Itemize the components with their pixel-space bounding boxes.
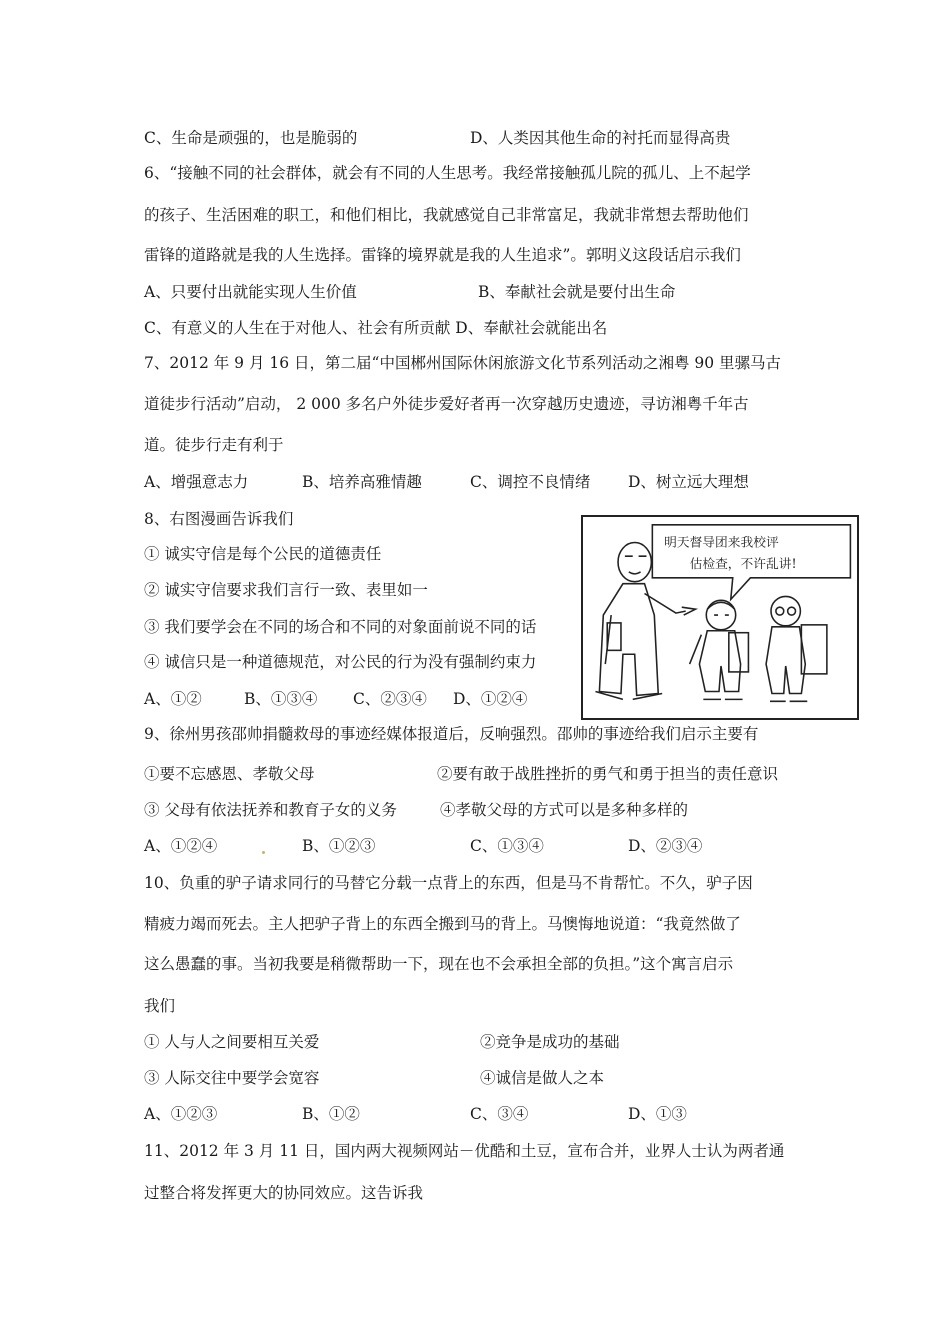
stray-mark: [262, 851, 265, 854]
q9-option-c: C、①③④: [470, 837, 544, 855]
q11-stem-line-2: 过整合将发挥更大的协同效应。这告诉我: [144, 1184, 424, 1202]
q10-statement-4: ④诚信是做人之本: [480, 1069, 605, 1087]
q10-option-d: D、①③: [628, 1105, 687, 1123]
q10-statement-1: ① 人与人之间要相互关爱: [144, 1033, 320, 1051]
q9-option-b: B、①②③: [302, 837, 376, 855]
q8-statement-3: ③ 我们要学会在不同的场合和不同的对象面前说不同的话: [144, 618, 537, 636]
q10-stem-line-3: 这么愚蠢的事。当初我要是稍微帮助一下，现在也不会承担全部的负担。”这个寓言启示: [144, 955, 734, 973]
q5-option-d: D、人类因其他生命的衬托而显得高贵: [470, 129, 731, 147]
q8-stem: 8、右图漫画告诉我们: [144, 510, 294, 528]
q7-stem-line-1: 7、2012 年 9 月 16 日，第二届“中国郴州国际休闲旅游文化节系列活动之湘粤 90 里骡马古: [144, 354, 782, 372]
q7-option-a: A、增强意志力: [144, 473, 249, 491]
q9-statement-1: ①要不忘感恩、孝敬父母: [144, 765, 315, 783]
q8-statement-1: ① 诚实守信是每个公民的道德责任: [144, 545, 382, 563]
q8-option-a: A、①②: [144, 690, 202, 708]
q8-statement-2: ② 诚实守信要求我们言行一致、表里如一: [144, 581, 428, 599]
q8-option-b: B、①③④: [244, 690, 318, 708]
q7-stem-line-3: 道。徒步行走有利于: [144, 436, 284, 454]
q7-stem-line-2: 道徒步行活动”启动， 2 000 多名户外徒步爱好者再一次穿越历史遗迹，寻访湘粤千年古: [144, 395, 749, 413]
q10-option-c: C、③④: [470, 1105, 529, 1123]
q10-stem-line-1: 10、负重的驴子请求同行的马替它分载一点背上的东西，但是马不肯帮忙。不久，驴子因: [144, 874, 753, 892]
q9-statement-2: ②要有敢于战胜挫折的勇气和勇于担当的责任意识: [437, 765, 779, 783]
q10-statement-3: ③ 人际交往中要学会宽容: [144, 1069, 320, 1087]
q7-option-d: D、树立远大理想: [628, 473, 749, 491]
q6-stem-line-3: 雷锋的道路就是我的人生选择。雷锋的境界就是我的人生追求”。郭明义这段话启示我们: [144, 246, 741, 264]
q10-option-b: B、①②: [302, 1105, 360, 1123]
q6-option-b: B、奉献社会就是要付出生命: [478, 283, 676, 301]
q9-statement-4: ④孝敬父母的方式可以是多种多样的: [440, 801, 689, 819]
q8-option-d: D、①②④: [453, 690, 528, 708]
q9-option-a: A、①②④: [144, 837, 218, 855]
q9-option-d: D、②③④: [628, 837, 703, 855]
cartoon-caption-line-1: 明天督导团来我校评: [664, 535, 779, 551]
q6-stem-line-1: 6、“接触不同的社会群体，就会有不同的人生思考。我经常接触孤儿院的孤儿、上不起学: [144, 164, 751, 182]
q7-option-c: C、调控不良情绪: [470, 473, 591, 491]
q11-stem-line-1: 11、2012 年 3 月 11 日，国内两大视频网站－优酷和土豆，宣布合并，业界人士认为两者通: [144, 1142, 785, 1160]
q7-option-b: B、培养高雅情趣: [302, 473, 422, 491]
q5-option-c: C、生命是顽强的，也是脆弱的: [144, 129, 358, 147]
q9-statement-3: ③ 父母有依法抚养和教育子女的义务: [144, 801, 397, 819]
q10-option-a: A、①②③: [144, 1105, 218, 1123]
q6-option-cd: C、有意义的人生在于对他人、社会有所贡献 D、奉献社会就能出名: [144, 319, 608, 337]
q10-stem-line-2: 精疲力竭而死去。主人把驴子背上的东西全搬到马的背上。马懊悔地说道：“我竟然做了: [144, 915, 741, 933]
q9-stem: 9、徐州男孩邵帅捐髓救母的事迹经媒体报道后，反响强烈。邵帅的事迹给我们启示主要有: [144, 725, 759, 743]
cartoon-caption-line-2: 估检查，不许乱讲!: [689, 556, 797, 572]
q8-statement-4: ④ 诚信只是一种道德规范，对公民的行为没有强制约束力: [144, 653, 537, 671]
cartoon-illustration: [581, 515, 859, 720]
q10-statement-2: ②竞争是成功的基础: [480, 1033, 620, 1051]
q8-option-c: C、②③④: [353, 690, 427, 708]
q10-stem-line-4: 我们: [144, 997, 176, 1015]
q6-option-a: A、只要付出就能实现人生价值: [144, 283, 357, 301]
q6-stem-line-2: 的孩子、生活困难的职工，和他们相比，我就感觉自己非常富足，我就非常想去帮助他们: [144, 206, 749, 224]
